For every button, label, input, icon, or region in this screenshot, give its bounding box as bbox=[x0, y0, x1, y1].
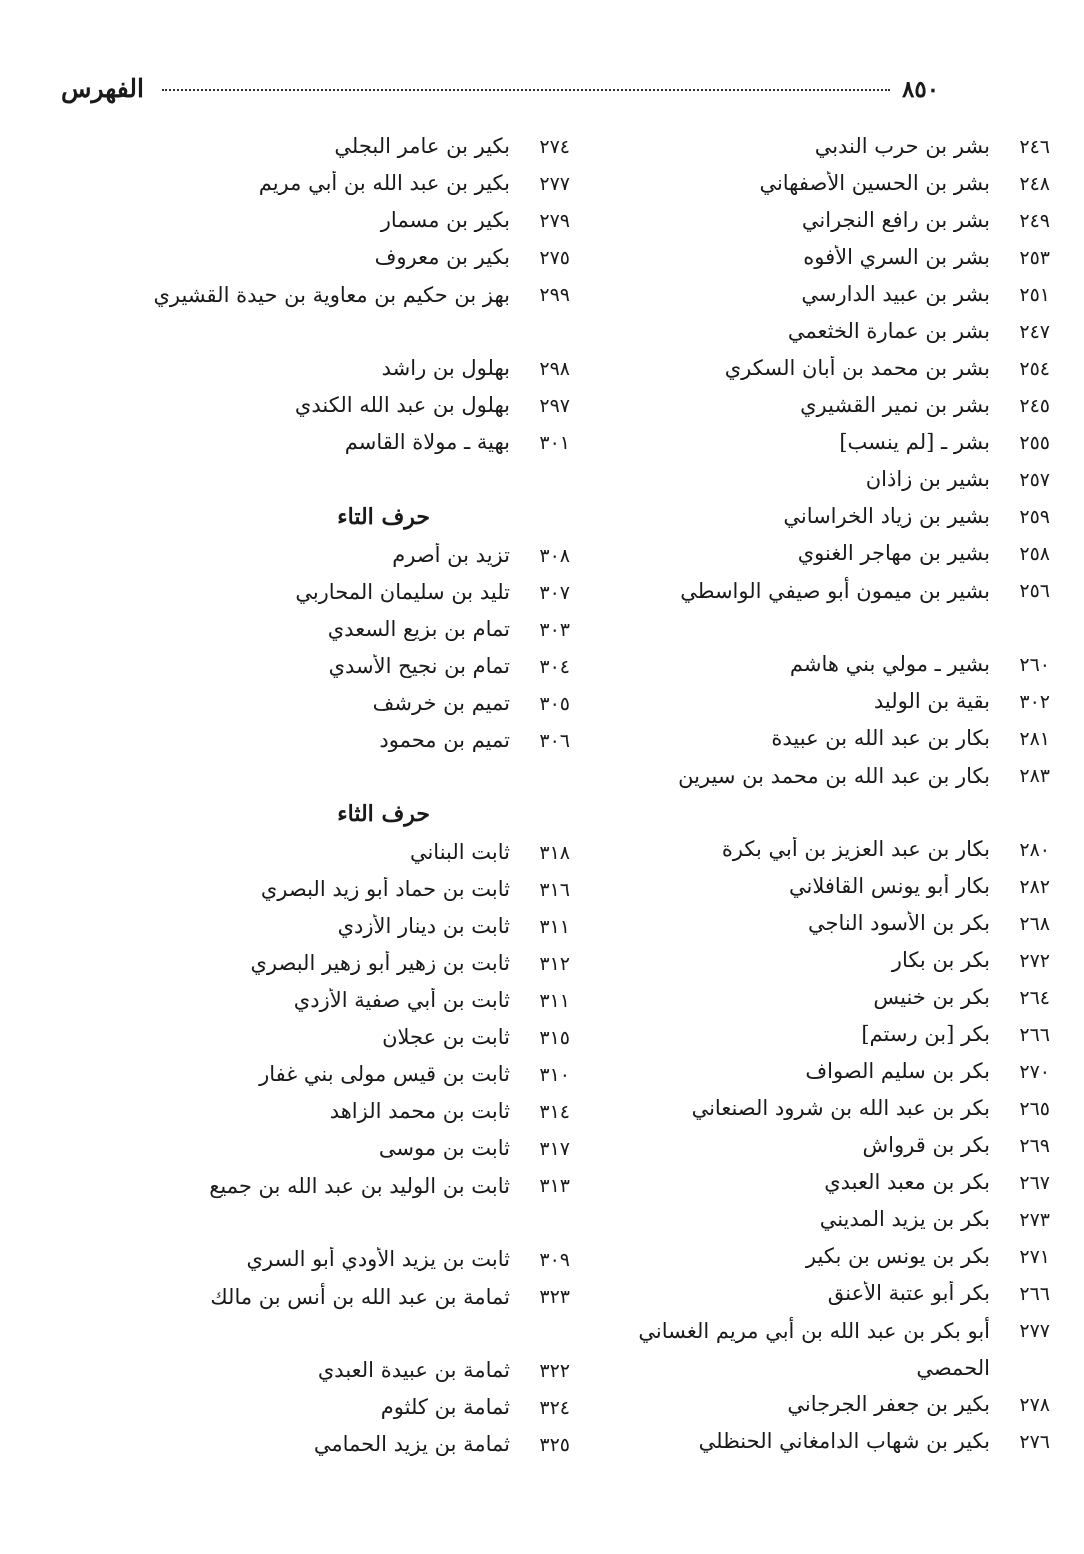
entry-name: بشر ـ [لم ينسب] bbox=[839, 430, 990, 454]
entry-number: ٢٧٥ bbox=[539, 247, 570, 269]
index-entry bbox=[570, 1205, 1050, 1242]
entry-number: ٢٥٧ bbox=[1019, 469, 1050, 491]
entry-number: ٣١٥ bbox=[539, 1027, 570, 1049]
entry-number: ٢٧٠ bbox=[1019, 1061, 1050, 1083]
entry-number: ٢٥٨ bbox=[1019, 543, 1050, 565]
index-entry bbox=[570, 1242, 1050, 1279]
entry-name: بكير بن عامر البجلي bbox=[334, 134, 510, 158]
entry-number: ٣٠٧ bbox=[539, 582, 570, 604]
entry-number: ٢٧١ bbox=[1019, 1246, 1050, 1268]
entry-number: ٢٤٦ bbox=[1019, 136, 1050, 158]
index-entry bbox=[570, 1057, 1050, 1094]
index-entry bbox=[90, 1060, 570, 1097]
entry-name: تزيد بن أصرم bbox=[392, 543, 510, 567]
entry-name: تميم بن خرشف bbox=[372, 691, 510, 715]
entry-name: ثابت بن زهير أبو زهير البصري bbox=[250, 951, 510, 975]
entry-name: تميم بن محمود bbox=[379, 728, 510, 752]
index-entry bbox=[90, 838, 570, 875]
entry-name: بشير بن ميمون أبو صيفي الواسطي bbox=[680, 579, 990, 603]
entry-name: بكر بن الأسود الناجي bbox=[808, 911, 990, 935]
entry-number: ٣١٠ bbox=[539, 1064, 570, 1086]
entry-name: بشر بن حرب الندبي bbox=[814, 134, 990, 158]
entry-number: ٣٢٢ bbox=[539, 1360, 570, 1382]
entry-number: ٣٠٤ bbox=[539, 656, 570, 678]
index-entry bbox=[570, 576, 1050, 613]
entry-name: ثمامة بن يزيد الحمامي bbox=[313, 1432, 510, 1456]
index-entry bbox=[90, 541, 570, 578]
entry-number: ٣٠٥ bbox=[539, 693, 570, 715]
index-entry bbox=[570, 687, 1050, 724]
entry-number: ٢٥١ bbox=[1019, 284, 1050, 306]
entry-name: بكر بن قرواش bbox=[862, 1133, 990, 1157]
entry-number: ٢٧٣ bbox=[1019, 1209, 1050, 1231]
index-entry bbox=[570, 1427, 1050, 1464]
entry-number: ٢٤٥ bbox=[1019, 395, 1050, 417]
entry-name: بشير بن زياد الخراساني bbox=[783, 504, 990, 528]
entry-number: ٢٦٥ bbox=[1019, 1098, 1050, 1120]
entry-name: ثابت بن موسى bbox=[378, 1136, 510, 1160]
entry-name: بشير بن زاذان bbox=[865, 467, 990, 491]
entry-number: ٣٠١ bbox=[539, 432, 570, 454]
index-entry bbox=[570, 428, 1050, 465]
index-entry bbox=[90, 1430, 570, 1467]
entry-name: بكر بن يزيد المديني bbox=[819, 1207, 990, 1231]
entry-number: ٢٩٧ bbox=[539, 395, 570, 417]
entry-number: ٣١٣ bbox=[539, 1175, 570, 1197]
entry-number: ٢٦٨ bbox=[1019, 913, 1050, 935]
entry-number: ٢٦٤ bbox=[1019, 987, 1050, 1009]
index-entry bbox=[570, 169, 1050, 206]
entry-number: ٣١٤ bbox=[539, 1101, 570, 1123]
entry-name: بكار بن عبد الله بن محمد بن سيرين bbox=[678, 764, 990, 788]
index-entry bbox=[570, 946, 1050, 983]
entry-name: أبو بكر بن عبد الله بن أبي مريم الغساني الحمصي bbox=[638, 1319, 990, 1380]
entry-name: ثمامة بن عبد الله بن أنس بن مالك bbox=[210, 1285, 510, 1309]
index-entry bbox=[570, 1131, 1050, 1168]
entry-number: ٢٩٩ bbox=[539, 284, 570, 306]
entry-name: بكير بن جعفر الجرجاني bbox=[787, 1392, 990, 1416]
section-heading bbox=[90, 801, 570, 827]
entry-number: ٣١٦ bbox=[539, 879, 570, 901]
entry-name: بكر بن سليم الصواف bbox=[805, 1059, 990, 1083]
entry-name: ثابت بن أبي صفية الأزدي bbox=[293, 988, 510, 1012]
entry-number: ٢٥٤ bbox=[1019, 358, 1050, 380]
index-entry bbox=[570, 724, 1050, 761]
index-entry bbox=[90, 949, 570, 986]
entry-number: ٢٤٨ bbox=[1019, 173, 1050, 195]
entry-name: بكير بن معروف bbox=[374, 245, 510, 269]
entry-name: ثابت بن محمد الزاهد bbox=[329, 1099, 510, 1123]
entry-number: ٣٠٣ bbox=[539, 619, 570, 641]
section-heading-label: حرف التاء bbox=[337, 504, 430, 530]
entry-name: ثابت بن حماد أبو زيد البصري bbox=[260, 877, 510, 901]
entry-number: ٢٦٠ bbox=[1019, 654, 1050, 676]
entry-name: بشر بن عبيد الدارسي bbox=[801, 282, 990, 306]
index-entry bbox=[90, 1023, 570, 1060]
index-entry bbox=[90, 1393, 570, 1430]
entry-name: بشر بن الحسين الأصفهاني bbox=[759, 171, 990, 195]
entry-name: بشر بن رافع النجراني bbox=[801, 208, 990, 232]
entry-number: ٢٤٧ bbox=[1019, 321, 1050, 343]
index-entry bbox=[570, 243, 1050, 280]
entry-number: ٣٢٤ bbox=[539, 1397, 570, 1419]
index-entry bbox=[90, 391, 570, 428]
entry-name: ثابت بن قيس مولى بني غفار bbox=[259, 1062, 510, 1086]
entry-number: ٣١٧ bbox=[539, 1138, 570, 1160]
page-number: ٨٥٠ bbox=[902, 76, 940, 103]
index-entry bbox=[90, 1134, 570, 1171]
entry-number: ٣٠٦ bbox=[539, 730, 570, 752]
entry-name: بشر بن السري الأفوه bbox=[803, 245, 990, 269]
entry-number: ٢٤٩ bbox=[1019, 210, 1050, 232]
entry-number: ٢٧٨ bbox=[1019, 1394, 1050, 1416]
index-entry bbox=[570, 761, 1050, 798]
entry-name: بهية ـ مولاة القاسم bbox=[344, 430, 510, 454]
entry-name: بقية بن الوليد bbox=[873, 689, 990, 713]
index-entry bbox=[570, 1279, 1050, 1316]
page-title: الفهرس bbox=[60, 74, 144, 103]
index-entry bbox=[570, 1316, 1050, 1380]
entry-name: بكير بن عبد الله بن أبي مريم bbox=[258, 171, 510, 195]
entry-number: ٢٧٦ bbox=[1019, 1431, 1050, 1453]
index-entry bbox=[570, 465, 1050, 502]
entry-name: بكار أبو يونس القافلاني bbox=[788, 874, 990, 898]
index-entry bbox=[90, 206, 570, 243]
index-entry bbox=[570, 872, 1050, 909]
entry-number: ٢٦٩ bbox=[1019, 1135, 1050, 1157]
entry-name: بشير ـ مولي بني هاشم bbox=[789, 652, 990, 676]
entry-name: بكير بن شهاب الدامغاني الحنظلي bbox=[698, 1429, 990, 1453]
index-entry bbox=[90, 726, 570, 763]
entry-name: تليد بن سليمان المحاربي bbox=[295, 580, 510, 604]
index-entry bbox=[570, 317, 1050, 354]
entry-name: بكر بن خنيس bbox=[873, 985, 990, 1009]
index-entry bbox=[90, 652, 570, 689]
entry-number: ٢٦٧ bbox=[1019, 1172, 1050, 1194]
entry-number: ٣٢٣ bbox=[539, 1286, 570, 1308]
entry-number: ٢٧٤ bbox=[539, 136, 570, 158]
index-entry bbox=[570, 354, 1050, 391]
index-entry bbox=[570, 539, 1050, 576]
index-entry bbox=[90, 169, 570, 206]
entry-name: بكار بن عبد الله بن عبيدة bbox=[771, 726, 990, 750]
section-heading-label: حرف الثاء bbox=[337, 801, 430, 827]
index-entry bbox=[570, 280, 1050, 317]
index-entry bbox=[90, 1245, 570, 1282]
entry-name: بشير بن مهاجر الغنوي bbox=[797, 541, 990, 565]
entry-number: ٢٨٢ bbox=[1019, 876, 1050, 898]
entry-number: ٢٨٣ bbox=[1019, 765, 1050, 787]
entry-number: ٢٩٨ bbox=[539, 358, 570, 380]
entry-name: بكر بن بكار bbox=[891, 948, 990, 972]
entry-number: ٢٨١ bbox=[1019, 728, 1050, 750]
index-entry bbox=[570, 132, 1050, 169]
entry-name: بشر بن محمد بن أبان السكري bbox=[724, 356, 990, 380]
entry-number: ٣٠٢ bbox=[1019, 691, 1050, 713]
index-entry bbox=[90, 1282, 570, 1319]
entry-number: ٣٠٩ bbox=[539, 1249, 570, 1271]
entry-name: بكر بن معبد العبدي bbox=[824, 1170, 990, 1194]
entry-name: بكر بن عبد الله بن شرود الصنعاني bbox=[691, 1096, 990, 1120]
entry-number: ٣١٢ bbox=[539, 953, 570, 975]
entry-number: ٢٧٢ bbox=[1019, 950, 1050, 972]
index-entry bbox=[570, 1020, 1050, 1057]
index-entry bbox=[90, 280, 570, 317]
index-entry bbox=[90, 243, 570, 280]
entry-number: ٢٦٦ bbox=[1019, 1283, 1050, 1305]
left-column bbox=[90, 0, 570, 1554]
entry-name: ثابت بن عجلان bbox=[382, 1025, 510, 1049]
index-entry bbox=[90, 615, 570, 652]
index-entry bbox=[570, 1390, 1050, 1427]
entry-number: ٢٦٦ bbox=[1019, 1024, 1050, 1046]
entry-number: ٢٥٩ bbox=[1019, 506, 1050, 528]
entry-name: بكار بن عبد العزيز بن أبي بكرة bbox=[721, 837, 990, 861]
index-entry bbox=[90, 912, 570, 949]
index-entry bbox=[570, 909, 1050, 946]
entry-name: ثمامة بن كلثوم bbox=[380, 1395, 510, 1419]
index-entry bbox=[570, 835, 1050, 872]
section-heading bbox=[90, 504, 570, 530]
index-entry bbox=[570, 650, 1050, 687]
index-entry bbox=[90, 132, 570, 169]
entry-name: بهلول بن راشد bbox=[381, 356, 510, 380]
index-entry bbox=[570, 391, 1050, 428]
entry-number: ٣٢٥ bbox=[539, 1434, 570, 1456]
index-entry bbox=[90, 578, 570, 615]
entry-name: بكير بن مسمار bbox=[380, 208, 510, 232]
entry-name: تمام بن نجيح الأسدي bbox=[328, 654, 510, 678]
entry-name: ثابت بن دينار الأزدي bbox=[337, 914, 510, 938]
entry-number: ٢٥٦ bbox=[1019, 580, 1050, 602]
index-entry bbox=[90, 986, 570, 1023]
entry-name: بهز بن حكيم بن معاوية بن حيدة القشيري bbox=[153, 283, 510, 307]
entry-number: ٢٧٧ bbox=[1019, 1320, 1050, 1342]
entry-name: ثابت البناني bbox=[409, 840, 510, 864]
index-entry bbox=[90, 428, 570, 465]
entry-name: بكر بن يونس بن بكير bbox=[805, 1244, 990, 1268]
index-entry bbox=[570, 1094, 1050, 1131]
right-column bbox=[570, 0, 1050, 1554]
entry-name: بهلول بن عبد الله الكندي bbox=[294, 393, 510, 417]
index-entry bbox=[90, 1171, 570, 1208]
entry-name: بشر بن نمير القشيري bbox=[800, 393, 990, 417]
index-entry bbox=[570, 983, 1050, 1020]
index-entry bbox=[570, 502, 1050, 539]
entry-number: ٢٥٣ bbox=[1019, 247, 1050, 269]
entry-number: ٣١٨ bbox=[539, 842, 570, 864]
index-entry bbox=[90, 1356, 570, 1393]
entry-name: ثمامة بن عبيدة العبدي bbox=[317, 1358, 510, 1382]
entry-number: ٢٥٥ bbox=[1019, 432, 1050, 454]
entry-name: بشر بن عمارة الخثعمي bbox=[787, 319, 990, 343]
index-entry bbox=[90, 689, 570, 726]
entry-number: ٣١١ bbox=[539, 990, 570, 1012]
index-entry bbox=[570, 1168, 1050, 1205]
index-entry bbox=[570, 206, 1050, 243]
entry-name: تمام بن بزيع السعدي bbox=[327, 617, 510, 641]
entry-number: ٢٨٠ bbox=[1019, 839, 1050, 861]
index-entry bbox=[90, 354, 570, 391]
entry-name: ثابت بن الوليد بن عبد الله بن جميع bbox=[209, 1174, 510, 1198]
entry-number: ٢٧٧ bbox=[539, 173, 570, 195]
entry-name: بكر أبو عتبة الأعنق bbox=[827, 1281, 990, 1305]
entry-number: ٣٠٨ bbox=[539, 545, 570, 567]
entry-name: بكر [بن رستم] bbox=[861, 1022, 990, 1046]
index-entry bbox=[90, 875, 570, 912]
entry-number: ٣١١ bbox=[539, 916, 570, 938]
entry-number: ٢٧٩ bbox=[539, 210, 570, 232]
index-entry bbox=[90, 1097, 570, 1134]
entry-name: ثابت بن يزيد الأودي أبو السري bbox=[246, 1247, 510, 1271]
